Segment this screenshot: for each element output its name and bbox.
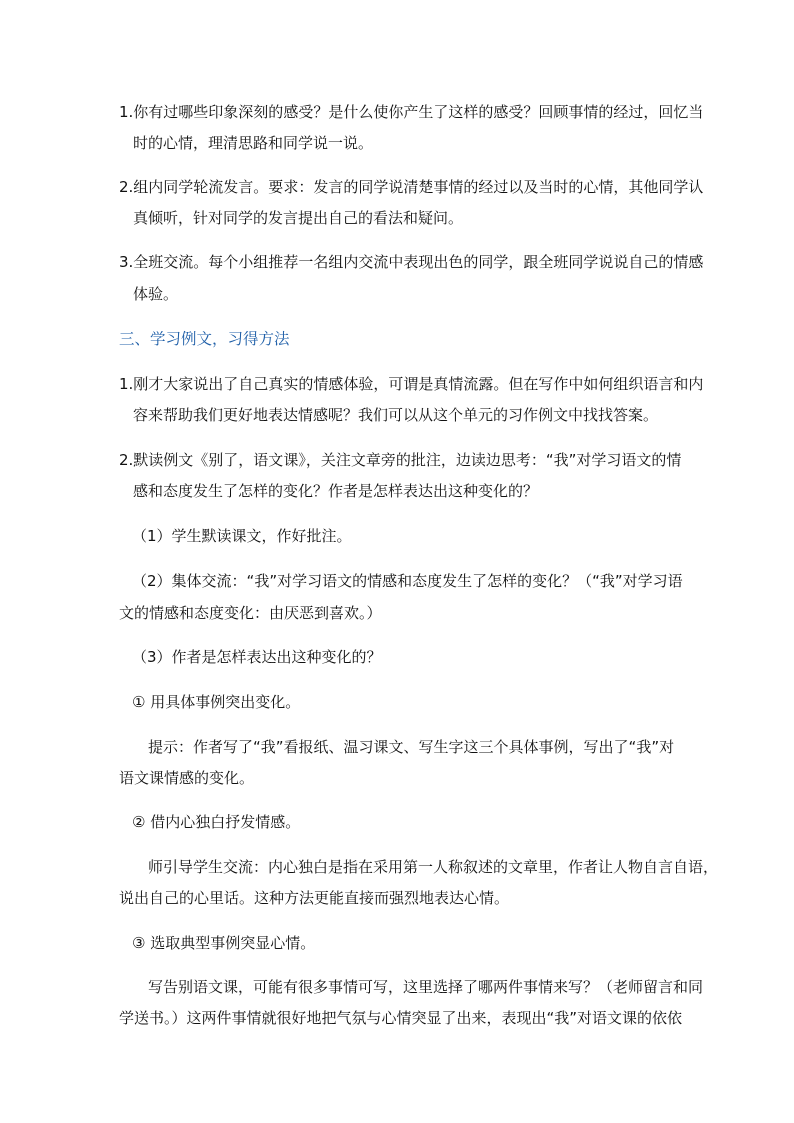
method-3-text-line-1: 写告别语文课，可能有很多事情可写，这里选择了哪两件事情来写？（老师留言和同	[148, 978, 704, 996]
section-item-1-line-2: 容来帮助我们更好地表达情感呢？我们可以从这个单元的习作例文中找找答案。	[133, 406, 659, 424]
intro-item-2-line-2: 真倾听，针对同学的发言提出自己的看法和疑问。	[133, 209, 464, 227]
method-1-tip-line-1: 提示：作者写了“我”看报纸、温习课文、写生字这三个具体事例，写出了“我”对	[148, 738, 675, 756]
intro-item-1-line-1: 1.你有过哪些印象深刻的感受？是什么使你产生了这样的感受？回顾事情的经过，回忆当	[119, 103, 704, 121]
sub-step-2-line-1: （2）集体交流：“我”对学习语文的情感和态度发生了怎样的变化？（“我”对学习语	[132, 572, 683, 590]
sub-step-3: （3）作者是怎样表达出这种变化的？	[132, 648, 382, 666]
section-item-2-line-1: 2.默读例文《别了，语文课》，关注文章旁的批注，边读边思考：“我”对学习语文的情	[119, 451, 682, 469]
section-item-2-line-2: 感和态度发生了怎样的变化？作者是怎样表达出这种变化的？	[133, 482, 539, 500]
method-3-text-line-2: 学送书。）这两件事情就很好地把气氛与心情突显了出来，表现出“我”对语文课的依依	[119, 1009, 683, 1027]
method-3-title: ③ 选取典型事例突显心情。	[132, 934, 316, 952]
section-heading: 三、学习例文，习得方法	[119, 330, 290, 348]
section-item-1-line-1: 1.刚才大家说出了自己真实的情感体验，可谓是真情流露。但在写作中如何组织语言和内	[119, 375, 704, 393]
method-2-title: ② 借内心独白抒发情感。	[132, 813, 301, 831]
method-1-title: ① 用具体事例突出变化。	[132, 693, 301, 711]
intro-item-2-line-1: 2.组内同学轮流发言。要求：发言的同学说清楚事情的经过以及当时的心情，其他同学认	[119, 178, 704, 196]
method-2-text-line-2: 说出自己的心里话。这种方法更能直接而强烈地表达心情。	[119, 889, 510, 907]
intro-item-3-line-1: 3.全班交流。每个小组推荐一名组内交流中表现出色的同学，跟全班同学说说自己的情感	[119, 253, 704, 271]
sub-step-1: （1）学生默读课文，作好批注。	[132, 527, 352, 545]
intro-item-1-line-2: 时的心情，理清思路和同学说一说。	[133, 134, 374, 152]
method-1-tip-line-2: 语文课情感的变化。	[119, 769, 255, 787]
sub-step-2-line-2: 文的情感和态度变化：由厌恶到喜欢。）	[119, 604, 382, 622]
intro-item-3-line-2: 体验。	[133, 285, 179, 303]
method-2-text-line-1: 师引导学生交流：内心独白是指在采用第一人称叙述的文章里，作者让人物自言自语，	[148, 858, 719, 876]
